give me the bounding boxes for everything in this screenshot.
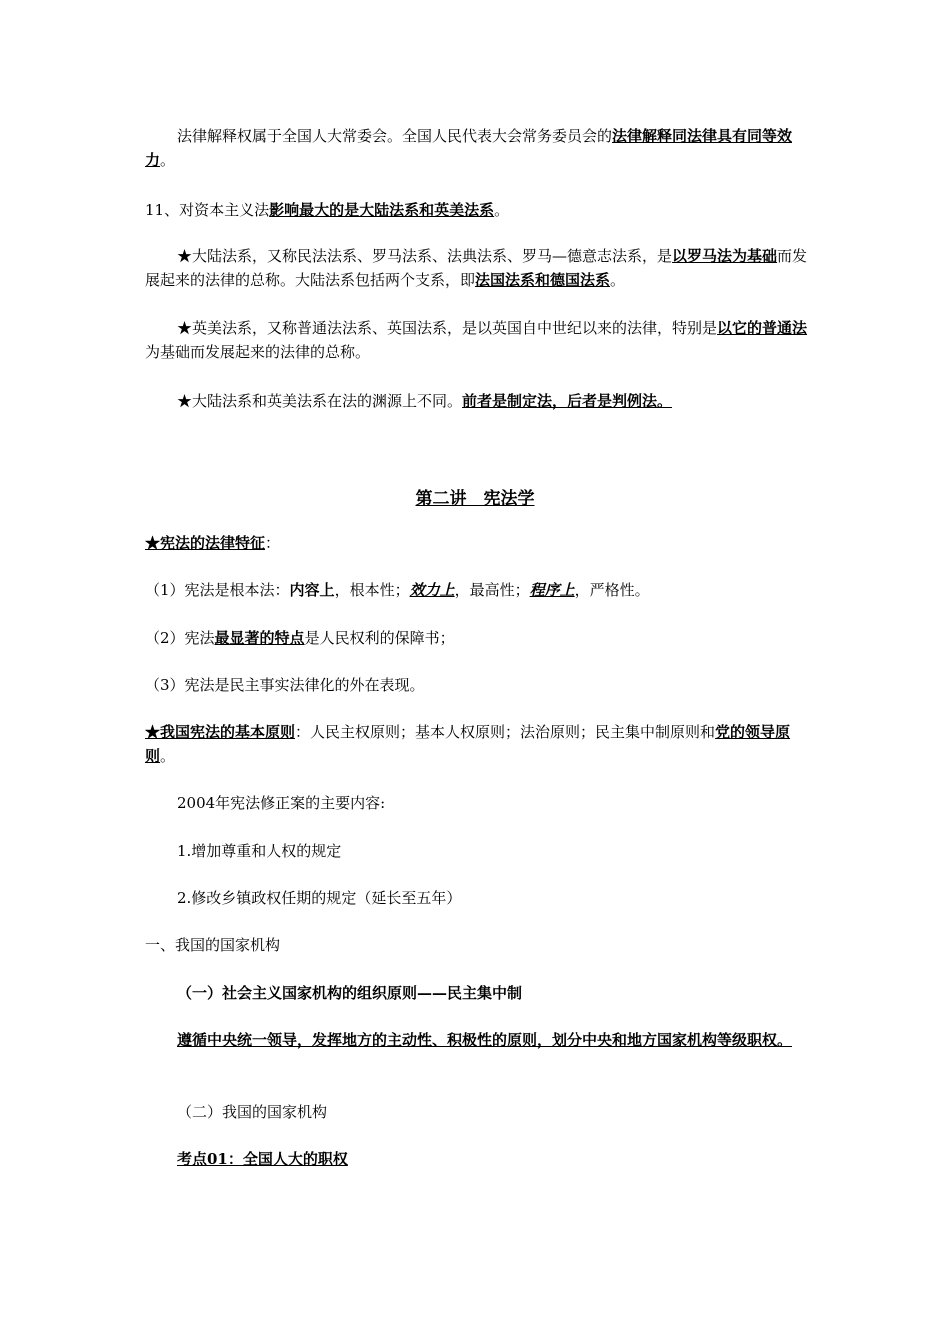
paragraph-law-difference: ★大陆法系和英美法系在法的渊源上不同。前者是制定法，后者是判例法。 [177,392,673,410]
feature-2: （2）宪法最显著的特点是人民权利的保障书； [145,629,455,647]
section-state-organs: 一、我国的国家机构 [145,936,281,954]
our-state-organs: （二）我国的国家机构 [177,1103,328,1121]
feature-3: （3）宪法是民主事实法律化的外在表现。 [145,676,425,694]
amendment-item-2: 2.修改乡镇政权任期的规定（延长至五年） [177,889,462,907]
paragraph-common-law: ★英美法系，又称普通法法系、英国法系，是以英国自中世纪以来的法律，特别是以它的普通法为基础而发展起来的法律的总称。 [145,319,808,361]
features-heading: ★宪法的法律特征： [145,534,281,552]
emphasis: 影响最大的是大陆法系和英美法系 [269,201,495,219]
paragraph-item-11: 11、对资本主义法影响最大的是大陆法系和英美法系。 [145,201,510,219]
amendment-item-1: 1.增加尊重和人权的规定 [177,842,342,860]
emphasis: 前者是制定法，后者是判例法。 [462,392,673,410]
paragraph-civil-law: ★大陆法系，又称民法法系、罗马法系、法典法系、罗马—德意志法系，是以罗马法为基础而发展起来的法律的总称。大陆法系包括两个支系，即法国法系和德国法系。 [145,247,808,289]
key-point-01: 考点01：全国人大的职权 [177,1150,348,1168]
emphasis: 法律解释同法律具有同等效力 [145,127,793,169]
amendment-title: 2004年宪法修正案的主要内容: [177,794,386,812]
feature-1: （1）宪法是根本法：内容上，根本性；效力上，最高性；程序上，严格性。 [145,581,650,599]
paragraph-interpretation: 法律解释权属于全国人大常委会。全国人民代表大会常务委员会的法律解释同法律具有同等效力。 [145,127,793,169]
emphasis: 法国法系和德国法系 [475,271,611,289]
org-principle-heading: （一）社会主义国家机构的组织原则——民主集中制 [177,984,523,1002]
emphasis: 以罗马法为基础 [672,247,778,265]
lecture-title: 第二讲 宪法学 [415,489,535,509]
org-principle-detail: 遵循中央统一领导，发挥地方的主动性、积极性的原则，划分中央和地方国家机构等级职权。 [177,1031,793,1049]
basic-principles: ★我国宪法的基本原则：人民主权原则；基本人权原则；法治原则；民主集中制原则和党的领导原则。 [145,723,791,765]
emphasis: 以它的普通法 [717,319,808,337]
